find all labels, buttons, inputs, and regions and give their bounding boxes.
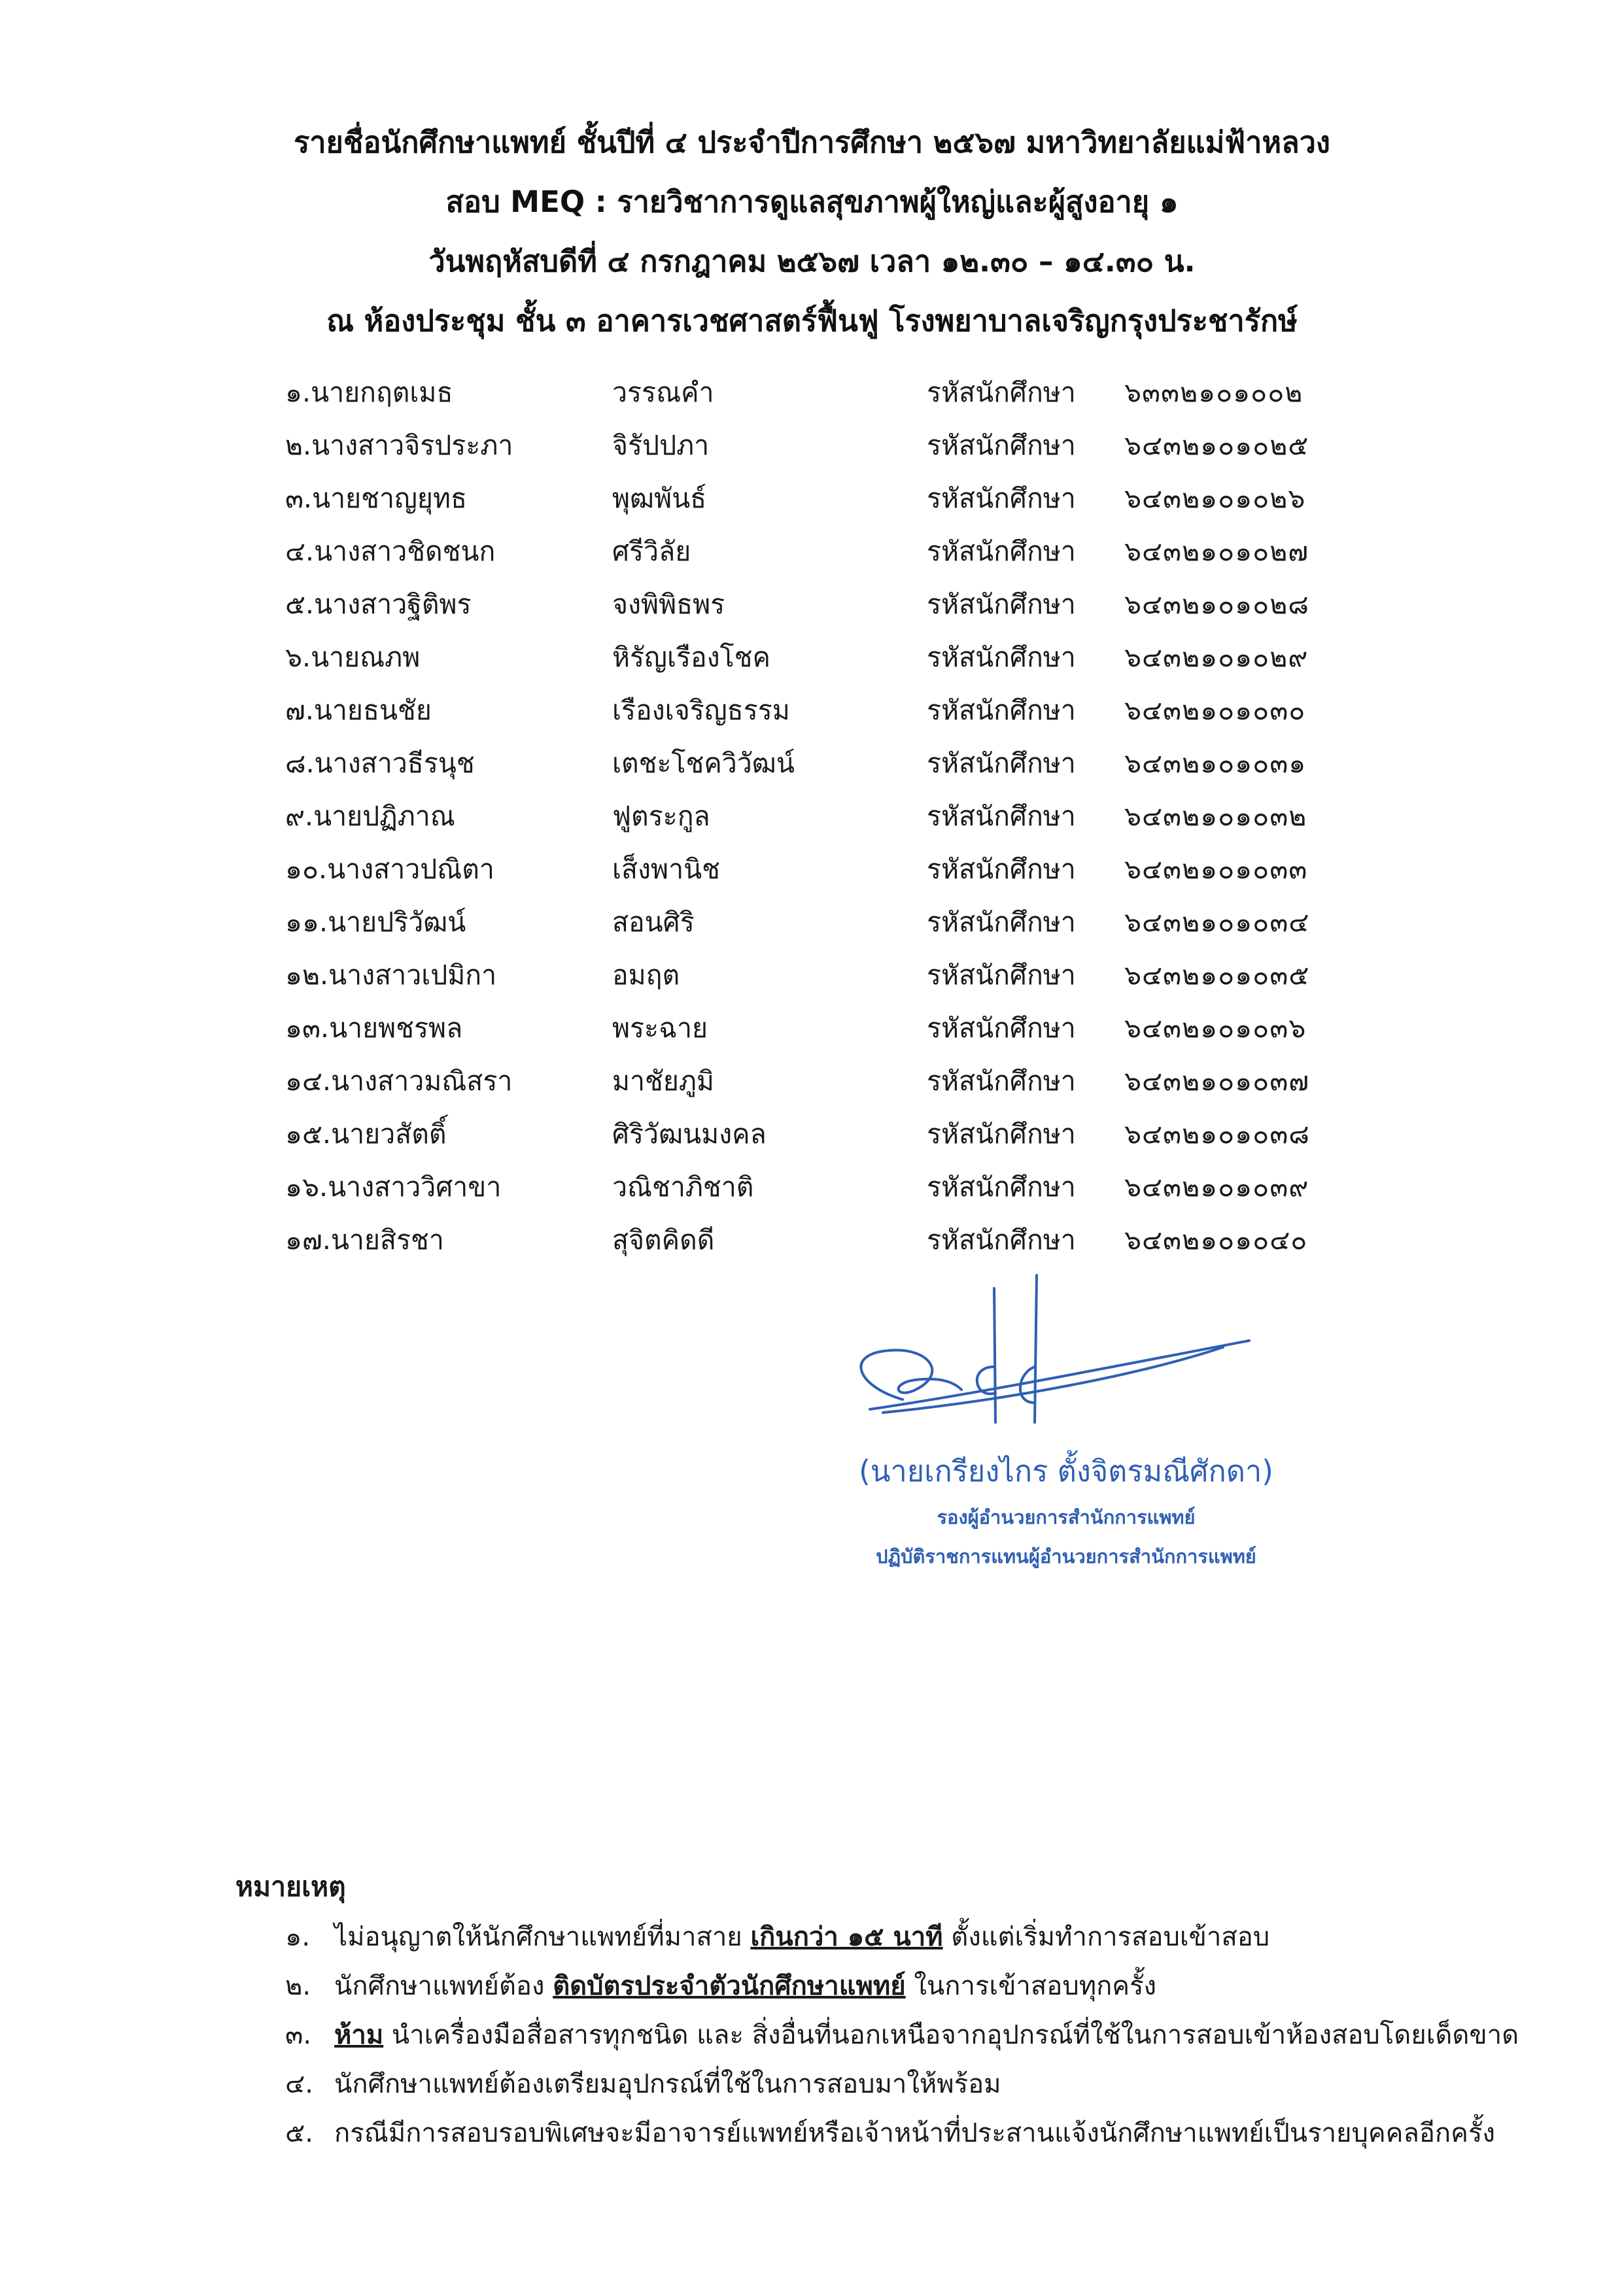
note-text (334, 2060, 1001, 2109)
student-id: ๖๔๓๒๑๐๑๐๓๖ (1124, 1012, 1307, 1044)
student-title-firstname: นายวสัตติ์ (331, 1118, 447, 1150)
student-number: ๙. (285, 800, 314, 832)
student-title-firstname: นางสาวปณิตา (327, 853, 494, 885)
student-number: ๑๗. (285, 1224, 331, 1256)
note-number: ๑. (285, 1922, 311, 1952)
student-surname: มาชัยภูมิ (612, 1065, 714, 1097)
student-id-label: รหัสนักศึกษา (927, 430, 1076, 461)
note-emphasis: ติดบัตรประจำตัวนักศึกษาแพทย์ (553, 1971, 906, 2001)
student-surname: ศรีวิลัย (612, 536, 691, 567)
student-number: ๖. (285, 642, 311, 673)
student-id: ๖๔๓๒๑๐๑๐๓๕ (1124, 959, 1310, 991)
document-heading (0, 123, 1624, 361)
student-id: ๖๔๓๒๑๐๑๐๒๙ (1124, 642, 1309, 673)
student-surname: เรืองเจริญธรรม (612, 695, 790, 726)
student-number: ๑๔. (285, 1065, 332, 1097)
student-name (285, 472, 467, 525)
note-pre: นักศึกษาแพทย์ต้องเตรียมอุปกรณ์ที่ใช้ในการสอบมาให้พร้อม (334, 2069, 1001, 2099)
note-pre: ไม่อนุญาตให้นักศึกษาแพทย์ที่มาสาย (334, 1922, 751, 1952)
student-number: ๑๐. (285, 853, 328, 885)
student-id-label: รหัสนักศึกษา (927, 695, 1076, 726)
student-number: ๑๑. (285, 906, 328, 938)
student-title-firstname: นายกฤตเมธ (311, 377, 453, 408)
student-id-label: รหัสนักศึกษา (927, 800, 1076, 832)
student-id-label: รหัสนักศึกษา (927, 1118, 1076, 1150)
student-name (285, 631, 420, 684)
student-surname: อมฤต (612, 959, 680, 991)
note-post: นำเครื่องมือสื่อสารทุกชนิด และ สิ่งอื่นที่นอกเหนือจากอุปกรณ์ที่ใช้ในการสอบเข้าห้องสอบโดยเด็ดขาด (383, 2020, 1519, 2050)
student-surname: จิรัปปภา (612, 430, 710, 461)
handwritten-signature (818, 1269, 1315, 1452)
student-title-firstname: นายสิรชา (330, 1224, 444, 1256)
student-id: ๖๔๓๒๑๐๑๐๓๒ (1124, 800, 1307, 832)
student-number: ๑๕. (285, 1118, 332, 1150)
student-surname: พระฉาย (612, 1012, 708, 1044)
student-name (285, 1214, 444, 1267)
note-text (334, 2011, 1519, 2060)
student-name (285, 843, 494, 896)
heading-datetime: วันพฤหัสบดีที่ ๔ กรกฎาคม ๒๕๖๗ เวลา ๑๒.๓๐ – ๑๔.๓๐ น. (428, 244, 1196, 279)
student-title-firstname: นางสาวจิรประภา (311, 430, 513, 461)
student-title-firstname: นายปริวัฒน์ (328, 906, 466, 938)
note-post: ในการเข้าสอบทุกครั้ง (905, 1971, 1157, 2001)
heading-exam: สอบ MEQ : รายวิชาการดูแลสุขภาพผู้ใหญ่และผู้สูงอายุ ๑ (445, 184, 1179, 219)
signatory-position: รองผู้อำนวยการสำนักการแพทย์ (937, 1506, 1196, 1528)
student-number: ๔. (285, 536, 315, 567)
student-name (285, 419, 513, 472)
student-id: ๖๔๓๒๑๐๑๐๓๙ (1124, 1171, 1309, 1203)
student-title-firstname: นางสาวเปมิกา (328, 959, 497, 991)
student-id-label: รหัสนักศึกษา (927, 1065, 1076, 1097)
note-number: ๓. (285, 2020, 312, 2050)
student-id: ๖๔๓๒๑๐๑๐๒๖ (1124, 483, 1306, 514)
notes-title: หมายเหตุ (235, 1871, 346, 1902)
student-number: ๘. (285, 747, 315, 779)
student-surname: เส็งพานิช (612, 853, 720, 885)
student-id: ๖๔๓๒๑๐๑๐๓๗ (1124, 1065, 1310, 1097)
signatory-name: (นายเกรียงไกร ตั้งจิตรมณีศักดา) (859, 1454, 1273, 1488)
student-id-label: รหัสนักศึกษา (927, 853, 1076, 885)
student-surname: สุจิตคิดดี (612, 1224, 715, 1256)
student-name (285, 790, 455, 843)
student-name (285, 578, 472, 631)
student-id: ๖๓๓๒๑๐๑๐๐๒ (1124, 377, 1304, 408)
student-name (285, 949, 496, 1002)
heading-title: รายชื่อนักศึกษาแพทย์ ชั้นปีที่ ๔ ประจำปีการศึกษา ๒๕๖๗ มหาวิทยาลัยแม่ฟ้าหลวง (294, 125, 1330, 160)
student-id-label: รหัสนักศึกษา (927, 959, 1076, 991)
student-id-label: รหัสนักศึกษา (927, 747, 1076, 779)
student-title-firstname: นางสาวมณิสรา (331, 1065, 513, 1097)
student-title-firstname: นางสาวฐิติพร (314, 589, 472, 620)
note-pre: นักศึกษาแพทย์ต้อง (334, 1971, 553, 2001)
student-number: ๑๖. (285, 1171, 328, 1203)
student-name (285, 896, 466, 949)
student-id-label: รหัสนักศึกษา (927, 1012, 1076, 1044)
student-surname: สอนศิริ (612, 906, 695, 938)
student-number: ๕. (285, 589, 315, 620)
note-number: ๕. (285, 2118, 313, 2148)
student-surname: วณิชาภิชาติ (612, 1171, 754, 1203)
student-id-label: รหัสนักศึกษา (927, 589, 1076, 620)
note-number: ๒. (285, 1971, 311, 2001)
student-id: ๖๔๓๒๑๐๑๐๓๘ (1124, 1118, 1310, 1150)
student-id: ๖๔๓๒๑๐๑๐๓๓ (1124, 853, 1308, 885)
student-title-firstname: นางสาวธีรนุช (314, 747, 475, 779)
student-id-label: รหัสนักศึกษา (927, 642, 1076, 673)
student-number: ๑๒. (285, 959, 329, 991)
student-surname: พุฒพันธ์ (612, 483, 707, 514)
student-name (285, 684, 432, 737)
student-id: ๖๔๓๒๑๐๑๐๔๐ (1124, 1224, 1308, 1256)
heading-venue: ณ ห้องประชุม ชั้น ๓ อาคารเวชศาสตร์ฟื้นฟู โรงพยาบาลเจริญกรุงประชารักษ์ (326, 303, 1298, 338)
signatory-acting-position: ปฏิบัติราชการแทนผู้อำนวยการสำนักการแพทย์ (876, 1545, 1256, 1568)
student-name (285, 737, 475, 790)
student-id: ๖๔๓๒๑๐๑๐๓๔ (1124, 906, 1310, 938)
note-text (334, 1913, 1270, 1962)
student-id-label: รหัสนักศึกษา (927, 1224, 1076, 1256)
student-title-firstname: นายพชรพล (329, 1012, 463, 1044)
student-number: ๑. (285, 377, 311, 408)
note-pre: กรณีมีการสอบรอบพิเศษจะมีอาจารย์แพทย์หรือเจ้าหน้าที่ประสานแจ้งนักศึกษาแพทย์เป็นรายบุคคลอีกครั้ง (334, 2118, 1495, 2148)
student-id: ๖๔๓๒๑๐๑๐๒๕ (1124, 430, 1309, 461)
student-number: ๑๓. (285, 1012, 330, 1044)
student-surname: หิรัญเรืองโชค (612, 642, 770, 673)
note-text (334, 1962, 1156, 2011)
student-title-firstname: นายธนชัย (313, 695, 432, 726)
note-emphasis: เกินกว่า ๑๕ นาที (750, 1922, 943, 1952)
student-id-label: รหัสนักศึกษา (927, 536, 1076, 567)
student-name (285, 1108, 446, 1161)
student-title-firstname: นายชาญยุทธ (312, 483, 467, 514)
student-surname: เตชะโชควิวัฒน์ (612, 747, 795, 779)
student-id-label: รหัสนักศึกษา (927, 906, 1076, 938)
student-surname: ฟูตระกูล (612, 800, 710, 832)
student-number: ๒. (285, 430, 312, 461)
signature-block (818, 1269, 1315, 1583)
student-id: ๖๔๓๒๑๐๑๐๓๑ (1124, 747, 1307, 779)
student-surname: จงพิพิธพร (612, 589, 725, 620)
student-title-firstname: นางสาววิศาขา (328, 1171, 502, 1203)
student-name (285, 1055, 512, 1108)
student-name (285, 1161, 501, 1214)
student-id-label: รหัสนักศึกษา (927, 377, 1076, 408)
note-text (334, 2109, 1495, 2158)
student-number: ๗. (285, 695, 314, 726)
student-id: ๖๔๓๒๑๐๑๐๒๘ (1124, 589, 1309, 620)
student-name (285, 366, 453, 419)
student-id: ๖๔๓๒๑๐๑๐๓๐ (1124, 695, 1306, 726)
student-name (285, 525, 495, 578)
student-number: ๓. (285, 483, 313, 514)
student-id-label: รหัสนักศึกษา (927, 1171, 1076, 1203)
student-id-label: รหัสนักศึกษา (927, 483, 1076, 514)
note-post: ตั้งแต่เริ่มทำการสอบเข้าสอบ (942, 1922, 1270, 1952)
note-emphasis: ห้าม (334, 2020, 384, 2050)
student-surname: วรรณคำ (612, 377, 714, 408)
student-title-firstname: นางสาวชิดชนก (314, 536, 496, 567)
student-title-firstname: นายปฏิภาณ (313, 800, 455, 832)
note-number: ๔. (285, 2069, 313, 2099)
student-id: ๖๔๓๒๑๐๑๐๒๗ (1124, 536, 1309, 567)
student-name (285, 1002, 462, 1055)
student-title-firstname: นายณภพ (311, 642, 421, 673)
student-surname: ศิริวัฒนมงคล (612, 1118, 767, 1150)
